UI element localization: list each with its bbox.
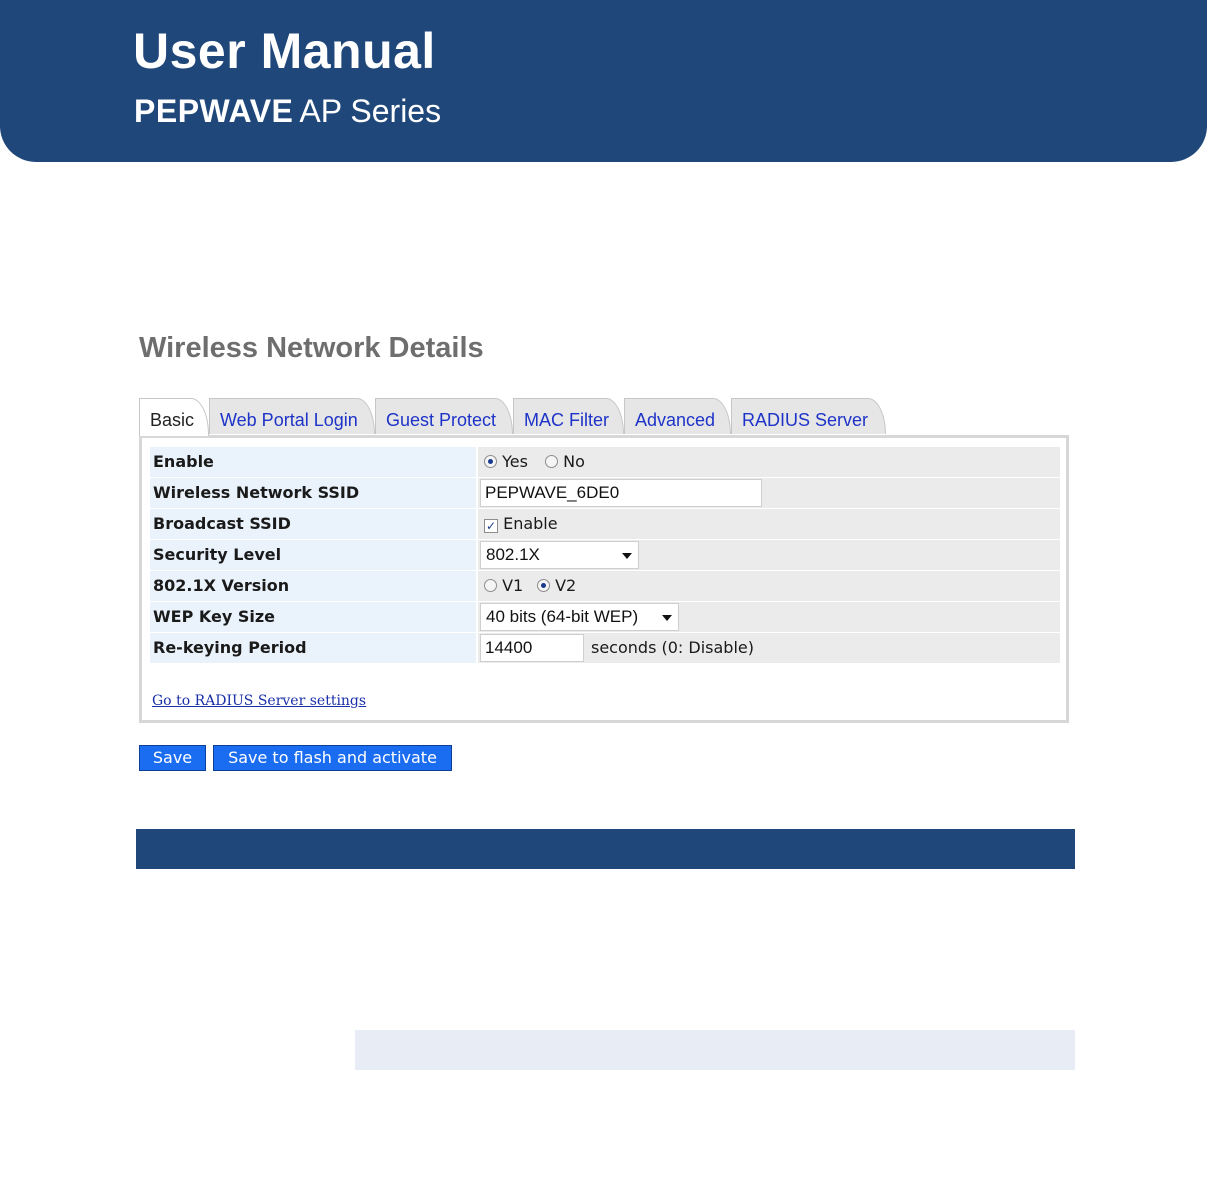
product-series: [134, 93, 441, 130]
page-title: Wireless Network Details: [139, 332, 484, 364]
chevron-down-icon: [662, 615, 672, 621]
enable-value: [478, 447, 1060, 477]
row-version: [150, 571, 1060, 601]
ssid-input[interactable]: PEPWAVE_6DE0: [480, 479, 762, 507]
save-activate-button[interactable]: Save to flash and activate: [213, 745, 452, 771]
broadcast-value: [478, 509, 1060, 539]
rekey-input[interactable]: 14400: [480, 634, 584, 662]
chevron-down-icon: [622, 553, 632, 559]
version-v1-label: V1: [502, 576, 524, 595]
wep-selected: 40 bits (64-bit WEP): [486, 607, 639, 626]
wep-value: [478, 602, 1060, 632]
manual-title: User Manual: [133, 23, 436, 79]
row-security: [150, 540, 1060, 570]
tab-basic[interactable]: Basic: [139, 398, 209, 436]
tab-radius-server[interactable]: RADIUS Server: [731, 398, 886, 434]
broadcast-checkbox-label: Enable: [503, 514, 558, 533]
row-wep: [150, 602, 1060, 632]
wep-label: WEP Key Size: [150, 602, 476, 632]
row-ssid: [150, 478, 1060, 508]
tab-web-portal-login[interactable]: Web Portal Login: [209, 398, 375, 434]
version-label: 802.1X Version: [150, 571, 476, 601]
tab-guest-protect[interactable]: Guest Protect: [375, 398, 513, 434]
enable-yes-label: Yes: [502, 452, 528, 471]
tab-advanced[interactable]: Advanced: [624, 398, 731, 434]
security-label: Security Level: [150, 540, 476, 570]
rekey-label: Re-keying Period: [150, 633, 476, 663]
settings-panel: [139, 435, 1069, 723]
row-broadcast: [150, 509, 1060, 539]
broadcast-checkbox[interactable]: ✓: [485, 519, 497, 533]
row-enable: [150, 447, 1060, 477]
broadcast-option[interactable]: [484, 509, 558, 539]
enable-yes-option[interactable]: [484, 447, 528, 477]
header-banner: [0, 0, 1207, 162]
security-value: [478, 540, 1060, 570]
section-content-bar: [355, 1030, 1075, 1070]
version-v1-option[interactable]: [484, 571, 523, 601]
enable-no-label: No: [563, 452, 585, 471]
enable-no-radio[interactable]: [545, 455, 558, 468]
version-v1-radio[interactable]: [484, 579, 497, 592]
series-name: AP Series: [299, 93, 442, 129]
row-rekey: [150, 633, 1060, 663]
enable-no-option[interactable]: [545, 447, 585, 477]
rekey-value: [478, 633, 1060, 663]
security-select[interactable]: [480, 541, 639, 569]
version-v2-radio[interactable]: [537, 579, 550, 592]
enable-yes-radio[interactable]: [484, 455, 497, 468]
version-v2-option[interactable]: [537, 571, 576, 601]
radius-settings-link[interactable]: Go to RADIUS Server settings: [152, 693, 367, 709]
security-selected: 802.1X: [486, 545, 540, 564]
section-header-bar: [136, 829, 1075, 869]
broadcast-label: Broadcast SSID: [150, 509, 476, 539]
ssid-value: [478, 478, 1060, 508]
ssid-label: Wireless Network SSID: [150, 478, 476, 508]
wep-select[interactable]: [480, 603, 679, 631]
enable-label: Enable: [150, 447, 476, 477]
version-value: [478, 571, 1060, 601]
tab-mac-filter[interactable]: MAC Filter: [513, 398, 624, 434]
rekey-suffix: seconds (0: Disable): [591, 638, 754, 657]
save-button[interactable]: Save: [139, 745, 206, 771]
version-v2-label: V2: [555, 576, 577, 595]
brand-name: PEPWAVE: [134, 93, 294, 129]
